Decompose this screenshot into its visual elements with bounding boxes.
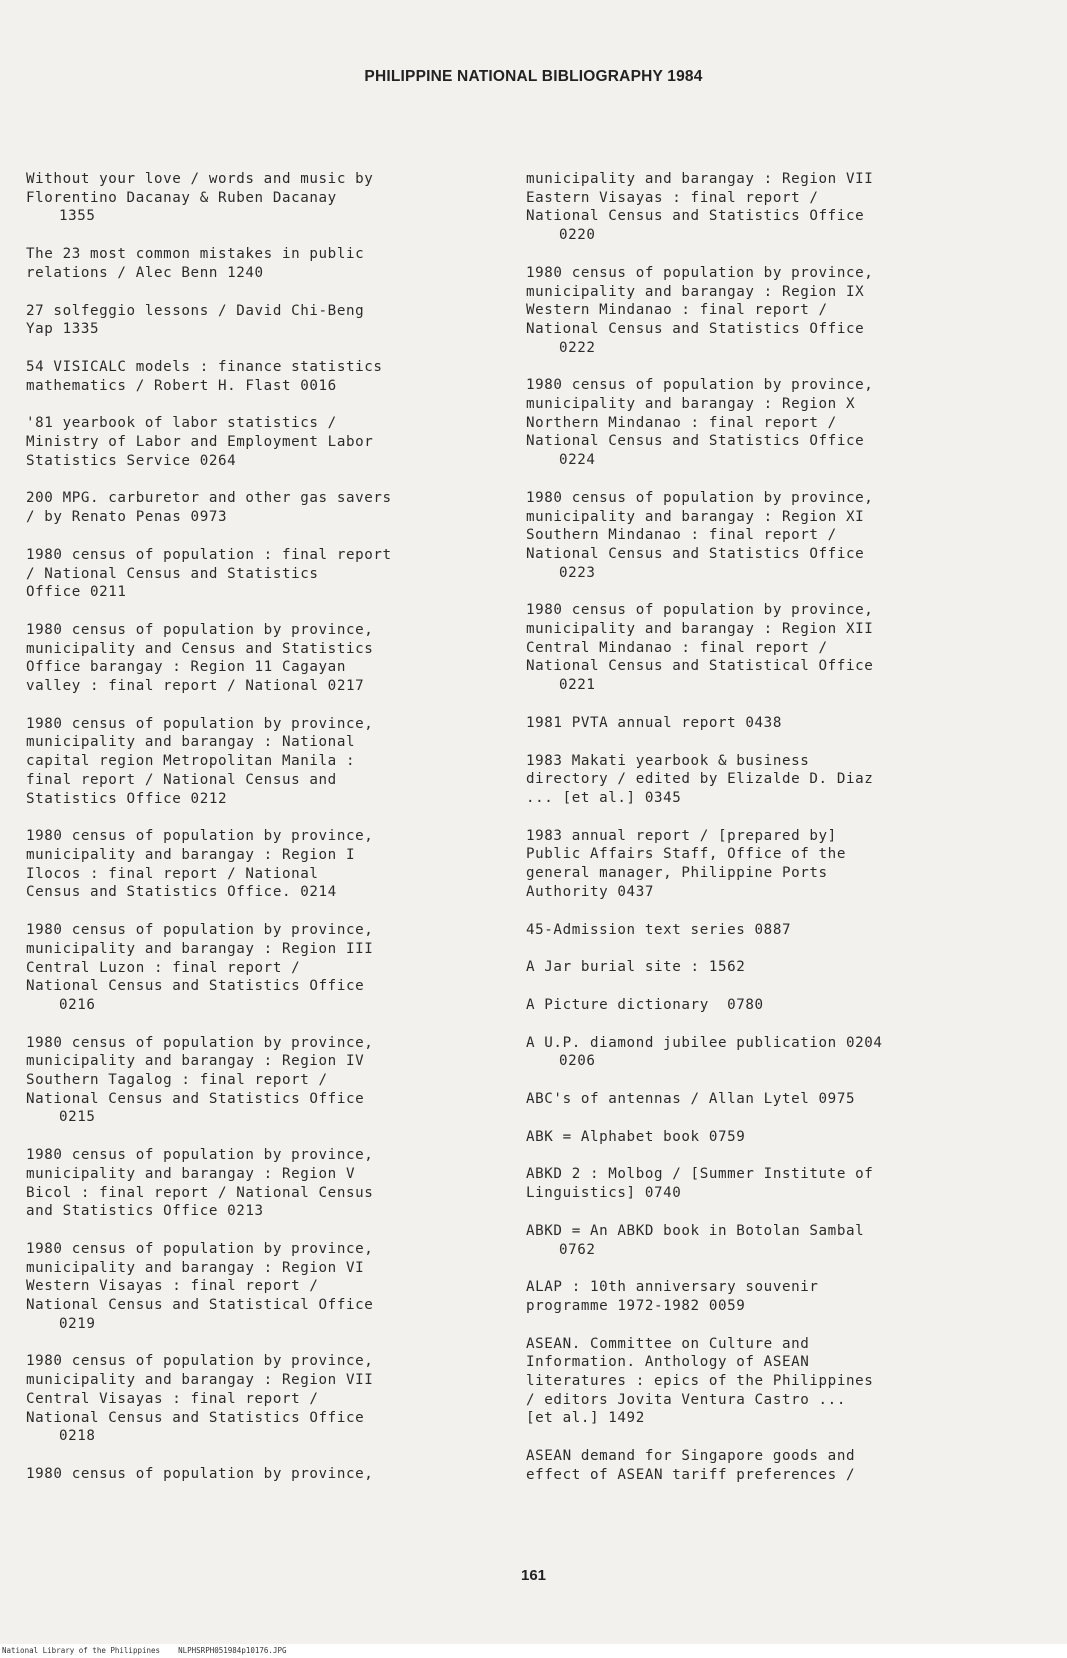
entry-line: National Census and Statistics Office [526,545,865,562]
entry-line: / National Census and Statistics [26,565,319,582]
bibliography-entry [26,1352,496,1446]
entry-line: municipality and barangay : Region VI [26,1259,365,1276]
entry-line: municipality and Census and Statistics [26,640,374,657]
entry-line: municipality and barangay : Region XI [526,508,865,525]
bibliography-entry [26,1240,496,1334]
entry-line: '81 yearbook of labor statistics / [26,415,337,432]
entry-line: ABC's of antennas / Allan Lytel 0975 [526,1091,856,1108]
entry-line: general manager, Philippine Ports [526,865,828,882]
entry-line: Central Mindanao : final report / [526,639,828,656]
entry-line: 1980 census of population by province, [26,828,374,845]
bibliography-entry [526,1165,996,1202]
bibliography-entry [526,489,996,583]
bibliography-entry [526,376,996,470]
entry-line: 1980 census of population by province, [26,1353,374,1370]
scan-footer: National Library of the Philippines NLPHSRPH051984p10176.JPG [0,1644,1067,1658]
entry-line: A Picture dictionary 0780 [526,996,764,1013]
entry-line: literatures : epics of the Philippines [526,1373,874,1390]
entry-line: Western Visayas : final report / [26,1278,319,1295]
entry-line: National Census and Statistics Office [26,1090,365,1107]
entry-line: [et al.] 1492 [526,1410,645,1427]
bibliography-entry [526,264,996,358]
entry-line: Central Visayas : final report / [26,1390,319,1407]
entry-line: 1981 PVTA annual report 0438 [526,714,782,731]
entry-line: municipality and barangay : Region IV [26,1053,365,1070]
bibliography-entry [26,621,496,696]
entry-line: 1980 census of population by province, [26,715,374,732]
entry-line: National Census and Statistics Office [26,978,365,995]
entry-line: 0219 [59,1315,96,1332]
entry-line: 0215 [59,1109,96,1126]
entry-line: Office 0211 [26,584,127,601]
entry-line: effect of ASEAN tariff preferences / [526,1466,856,1483]
entry-line: 1980 census of population by province, [526,489,874,506]
entry-line: Without your love / words and music by [26,171,374,187]
bibliography-entry [26,358,496,395]
bibliography-entry [526,1222,996,1259]
entry-line: The 23 most common mistakes in public [26,246,365,263]
entry-line: 0218 [59,1428,96,1445]
entry-line: 1355 [59,208,96,225]
entry-line: 0222 [559,339,596,356]
entry-line: municipality and barangay : Region III [26,940,374,957]
bibliography-entry [526,996,996,1015]
entry-line: municipality and barangay : Region I [26,846,356,863]
entry-line: 0216 [59,996,96,1013]
bibliography-entry [26,245,496,282]
entry-line: 54 VISICALC models : finance statistics [26,358,383,375]
entry-line: 1980 census of population by province, [526,264,874,281]
entry-line: A U.P. diamond jubilee publication 0204 [526,1034,883,1051]
entry-line: / by Renato Penas 0973 [26,509,228,526]
entry-line: municipality and barangay : National [26,734,356,751]
bibliography-entry [526,827,996,902]
entry-line: municipality and barangay : Region V [26,1165,356,1182]
entry-line: municipality and barangay : Region X [526,396,856,413]
bibliography-entry [526,958,996,977]
entry-line: National Census and Statistics Office [526,320,865,337]
entry-line: Authority 0437 [526,883,654,900]
entry-line: Bicol : final report / National Census [26,1184,374,1201]
entry-line: 1983 annual report / [prepared by] [526,827,837,844]
page-number: 161 [520,1567,547,1584]
entry-line: ABK = Alphabet book 0759 [526,1128,746,1145]
entry-line: Ilocos : final report / National [26,865,319,882]
entry-line: 0223 [559,564,596,581]
bibliography-entry [26,1465,496,1484]
entry-line: 0206 [559,1053,596,1070]
entry-line: 27 solfeggio lessons / David Chi-Beng [26,302,365,319]
entry-line: 1980 census of population by province, [26,1465,374,1482]
bibliography-entry [26,921,496,1015]
entry-line: Census and Statistics Office. 0214 [26,884,337,901]
entry-line: National Census and Statistical Office [526,658,874,675]
entry-line: directory / edited by Elizalde D. Diaz [526,771,874,788]
entry-line: Ministry of Labor and Employment Labor [26,434,374,451]
entry-line: 1983 Makati yearbook & business [526,752,810,769]
entry-line: Information. Anthology of ASEAN [526,1354,810,1371]
entry-line: 1980 census of population by province, [526,602,874,619]
entry-line: mathematics / Robert H. Flast 0016 [26,377,337,394]
entry-line: final report / National Census and [26,771,337,788]
entry-line: Southern Tagalog : final report / [26,1072,328,1089]
bibliography-entry [26,546,496,602]
bibliography-entry [526,921,996,940]
entry-line: Northern Mindanao : final report / [526,414,837,431]
left-column [26,170,496,1503]
entry-line: programme 1972-1982 0059 [526,1297,746,1314]
entry-line: ASEAN. Committee on Culture and [526,1335,810,1352]
entry-line: A Jar burial site : 1562 [526,959,746,976]
entry-line: relations / Alec Benn 1240 [26,264,264,281]
bibliography-entry [526,601,996,695]
entry-line: ALAP : 10th anniversary souvenir [526,1279,819,1296]
entry-line: 1980 census of population by province, [26,1147,374,1164]
bibliography-entry [26,414,496,470]
bibliography-entry [526,1128,996,1147]
entry-line: 200 MPG. carburetor and other gas savers [26,490,392,507]
entry-line: Yap 1335 [26,321,100,338]
entry-line: Central Luzon : final report / [26,959,301,976]
entry-line: municipality and barangay : Region VII [526,171,874,187]
entry-line: National Census and Statistical Office [26,1297,374,1314]
entry-line: Statistics Service 0264 [26,452,237,469]
entry-line: capital region Metropolitan Manila : [26,753,356,770]
entry-line: ASEAN demand for Singapore goods and [526,1448,856,1465]
entry-line: municipality and barangay : Region VII [26,1372,374,1389]
bibliography-entry [26,302,496,339]
entry-line: 1980 census of population : final report [26,546,392,563]
bibliography-entry [26,1146,496,1221]
entry-line: ... [et al.] 0345 [526,789,682,806]
entry-line: National Census and Statistics Office [26,1409,365,1426]
bibliography-entry [526,1034,996,1071]
bibliography-entry [26,489,496,526]
entry-line: 1980 census of population by province, [26,1240,374,1257]
entry-line: National Census and Statistics Office [526,208,865,225]
bibliography-entry [26,827,496,902]
entry-line: Southern Mindanao : final report / [526,527,837,544]
entry-line: 0762 [559,1241,596,1258]
entry-line: 1980 census of population by province, [26,1034,374,1051]
entry-line: 0224 [559,452,596,469]
bibliography-entry [526,752,996,808]
entry-line: National Census and Statistics Office [526,433,865,450]
bibliography-entry [26,715,496,809]
bibliography-entry [26,1034,496,1128]
entry-line: ABKD = An ABKD book in Botolan Sambal [526,1222,865,1239]
entry-line: 0221 [559,677,596,694]
entry-line: 1980 census of population by province, [526,377,874,394]
entry-line: 1980 census of population by province, [26,621,374,638]
bibliography-entry [526,170,996,245]
entry-line: 0220 [559,227,596,244]
entry-line: Eastern Visayas : final report / [526,189,819,206]
entry-line: Linguistics] 0740 [526,1185,682,1202]
bibliography-entry [26,170,496,226]
bibliography-entry [526,1090,996,1109]
entry-line: 45-Admission text series 0887 [526,921,792,938]
entry-line: 1980 census of population by province, [26,922,374,939]
entry-line: Office barangay : Region 11 Cagayan [26,659,346,676]
entry-line: municipality and barangay : Region XII [526,621,874,638]
entry-line: Public Affairs Staff, Office of the [526,846,846,863]
entry-line: / editors Jovita Ventura Castro ... [526,1391,846,1408]
bibliography-entry [526,714,996,733]
right-column [526,170,996,1504]
page-header: PHILIPPINE NATIONAL BIBLIOGRAPHY 1984 [364,68,703,85]
entry-line: Western Mindanao : final report / [526,302,828,319]
bibliography-entry [526,1447,996,1484]
entry-line: valley : final report / National 0217 [26,678,365,695]
bibliography-entry [526,1278,996,1315]
entry-line: ABKD 2 : Molbog / [Summer Institute of [526,1166,874,1183]
entry-line: Statistics Office 0212 [26,790,228,807]
bibliography-entry [526,1335,996,1429]
entry-line: municipality and barangay : Region IX [526,283,865,300]
entry-line: and Statistics Office 0213 [26,1203,264,1220]
entry-line: Florentino Dacanay & Ruben Dacanay [26,189,337,206]
